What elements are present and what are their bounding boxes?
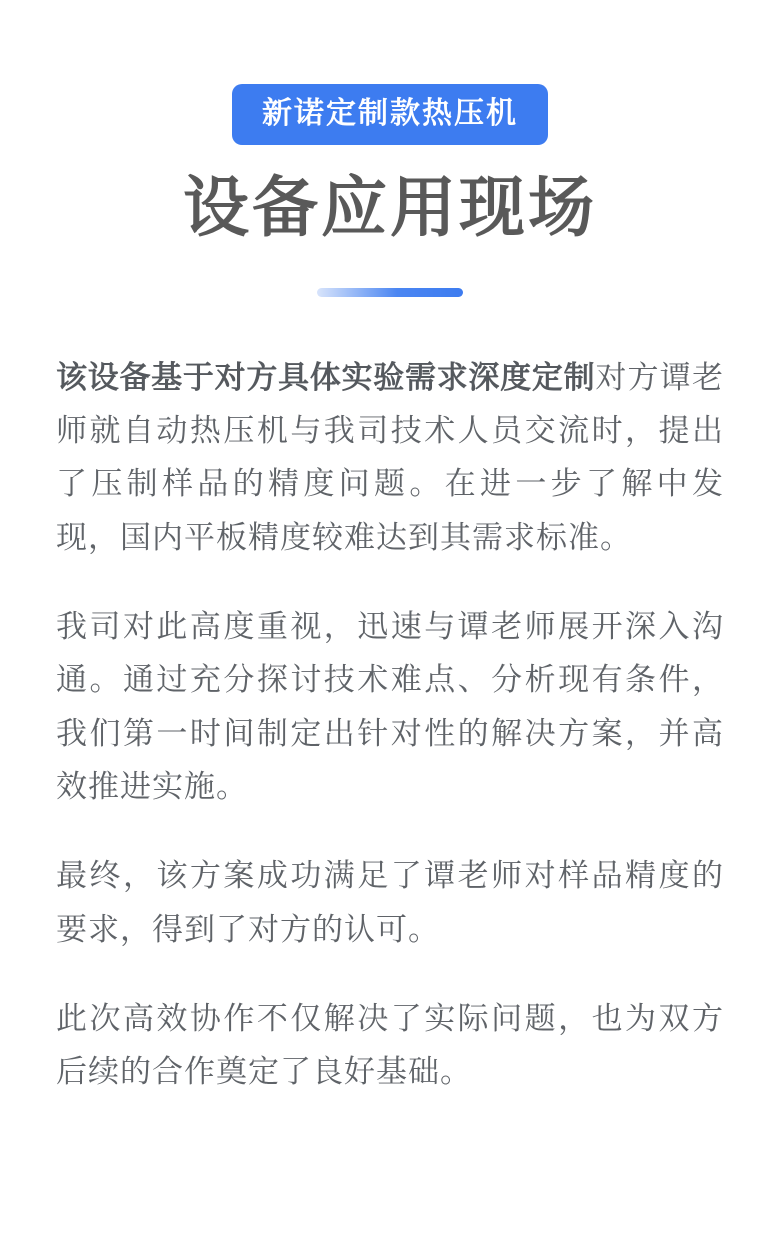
product-badge: 新诺定制款热压机 xyxy=(232,84,548,145)
paragraph-2: 我司对此高度重视，迅速与谭老师展开深入沟通。通过充分探讨技术难点、分析现有条件，我们第一时间制定出针对性的解决方案，并高效推进实施。 xyxy=(56,609,724,804)
article-body xyxy=(56,351,724,1099)
paragraph-1 xyxy=(56,351,724,564)
page-title: 设备应用现场 xyxy=(183,170,597,244)
paragraph-3: 最终，该方案成功满足了谭老师对样品精度的要求，得到了对方的认可。 xyxy=(56,858,724,947)
title-divider-wrap xyxy=(56,288,724,297)
title-divider xyxy=(317,288,463,297)
lead-sentence: 该设备基于对方具体实验需求深度定制 xyxy=(56,359,596,395)
paragraph-4: 此次高效协作不仅解决了实际问题，也为双方后续的合作奠定了良好基础。 xyxy=(56,1000,724,1090)
page-header xyxy=(56,0,724,297)
paragraph-1-text: 对方谭老师就自动热压机与我司技术人员交流时，提出了压制样品的精度问题。在进一步了解中发现，国内平板精度较难达到其需求标准。 xyxy=(56,359,725,555)
